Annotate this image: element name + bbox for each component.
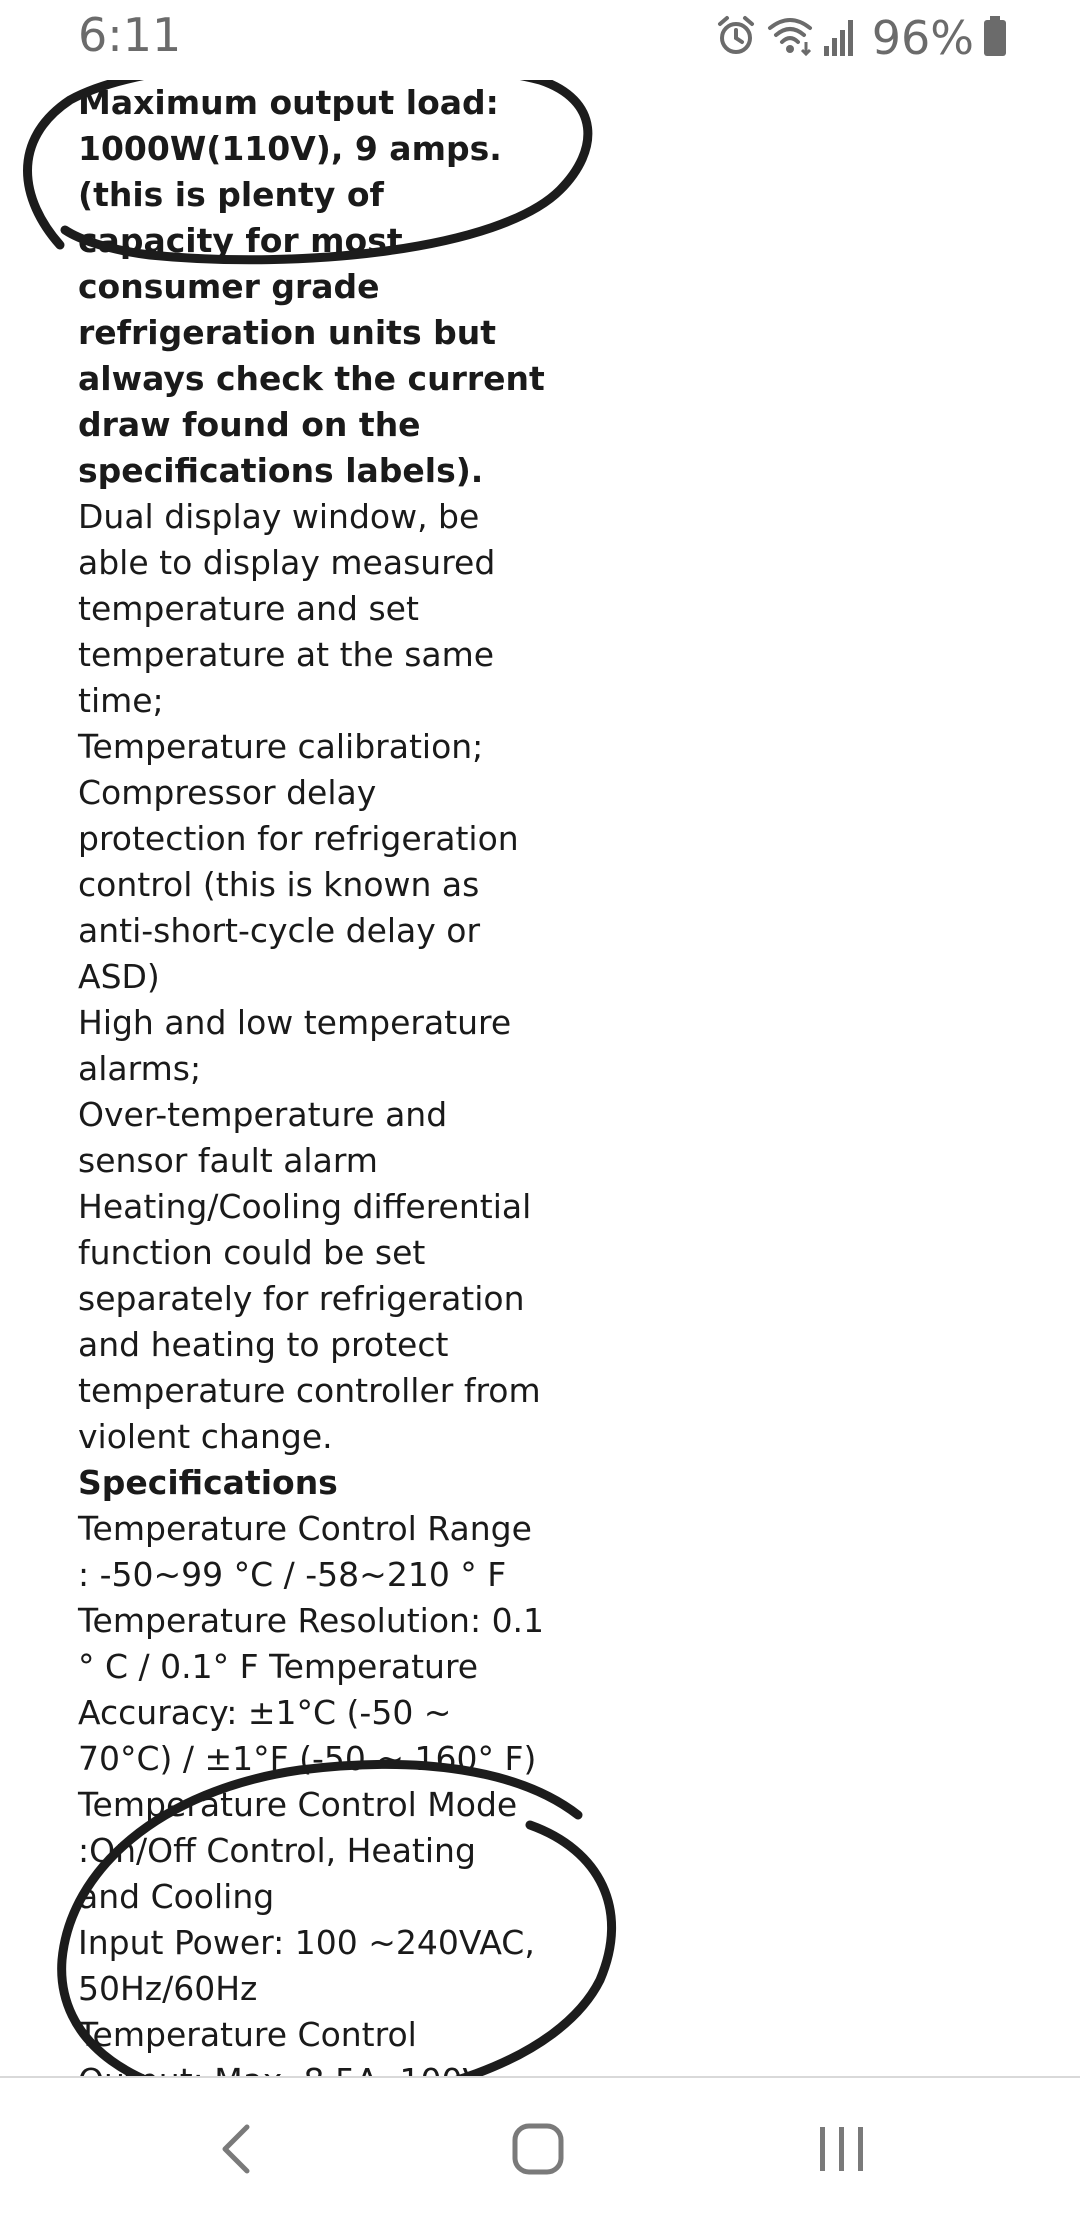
sensor-fault-text: Over-temperature and sensor fault alarm bbox=[78, 1095, 448, 1180]
compressor-delay-text: Compressor delay protection for refrigeration control (this is known as anti-short-cycle delay or ASD) bbox=[78, 773, 519, 996]
temperature-alarms-text: High and low temperature alarms; bbox=[78, 1003, 512, 1088]
control-output-text: Temperature Control bbox=[78, 2015, 417, 2054]
input-power-text: Input Power: 100 ~240VAC, 50Hz/60Hz bbox=[78, 1923, 535, 2008]
recents-button[interactable] bbox=[792, 2104, 892, 2194]
back-button[interactable] bbox=[185, 2104, 285, 2194]
navigation-bar bbox=[0, 2076, 1080, 2222]
status-icons bbox=[714, 10, 1008, 66]
back-chevron-icon bbox=[215, 2121, 255, 2177]
status-bar bbox=[0, 0, 1080, 80]
resolution-accuracy-text: Temperature Resolution: 0.1 ° C / 0.1° F Temperature Accuracy: ±1°C (-50 ~ 70°C) / ±1°F (-50 ~ 160° F) bbox=[78, 1601, 545, 1778]
recents-bars-icon bbox=[814, 2121, 870, 2177]
alarm-icon bbox=[714, 14, 758, 62]
dual-display-text: Dual display window, be able to display measured temperature and set temperature at the same time; bbox=[78, 497, 496, 720]
home-button[interactable] bbox=[488, 2104, 588, 2194]
max-output-load-text: Maximum output load: 1000W(110V), 9 amps. (this is plenty of capacity for most consumer grade refrigeration units but always check the current draw found on the specifications labels). bbox=[78, 83, 545, 490]
differential-function-text: Heating/Cooling differential function could be set separately for refrigeration and heating to protect temperature controller from violent change. bbox=[78, 1187, 541, 1456]
control-range-text: Temperature Control Range : -50~99 °C / -58~210 ° F bbox=[78, 1509, 532, 1594]
article-body bbox=[78, 80, 548, 2074]
status-time: 6:11 bbox=[78, 8, 182, 62]
battery-percent: 96% bbox=[871, 11, 974, 65]
wifi-icon bbox=[766, 14, 814, 62]
specifications-heading: Specifications bbox=[78, 1463, 338, 1502]
home-square-icon bbox=[510, 2121, 566, 2177]
temperature-calibration-text: Temperature calibration; bbox=[78, 727, 484, 766]
control-mode-text: Temperature Control Mode :On/Off Control, Heating and Cooling bbox=[78, 1785, 518, 1916]
signal-icon bbox=[822, 14, 858, 62]
battery-icon bbox=[982, 14, 1008, 62]
